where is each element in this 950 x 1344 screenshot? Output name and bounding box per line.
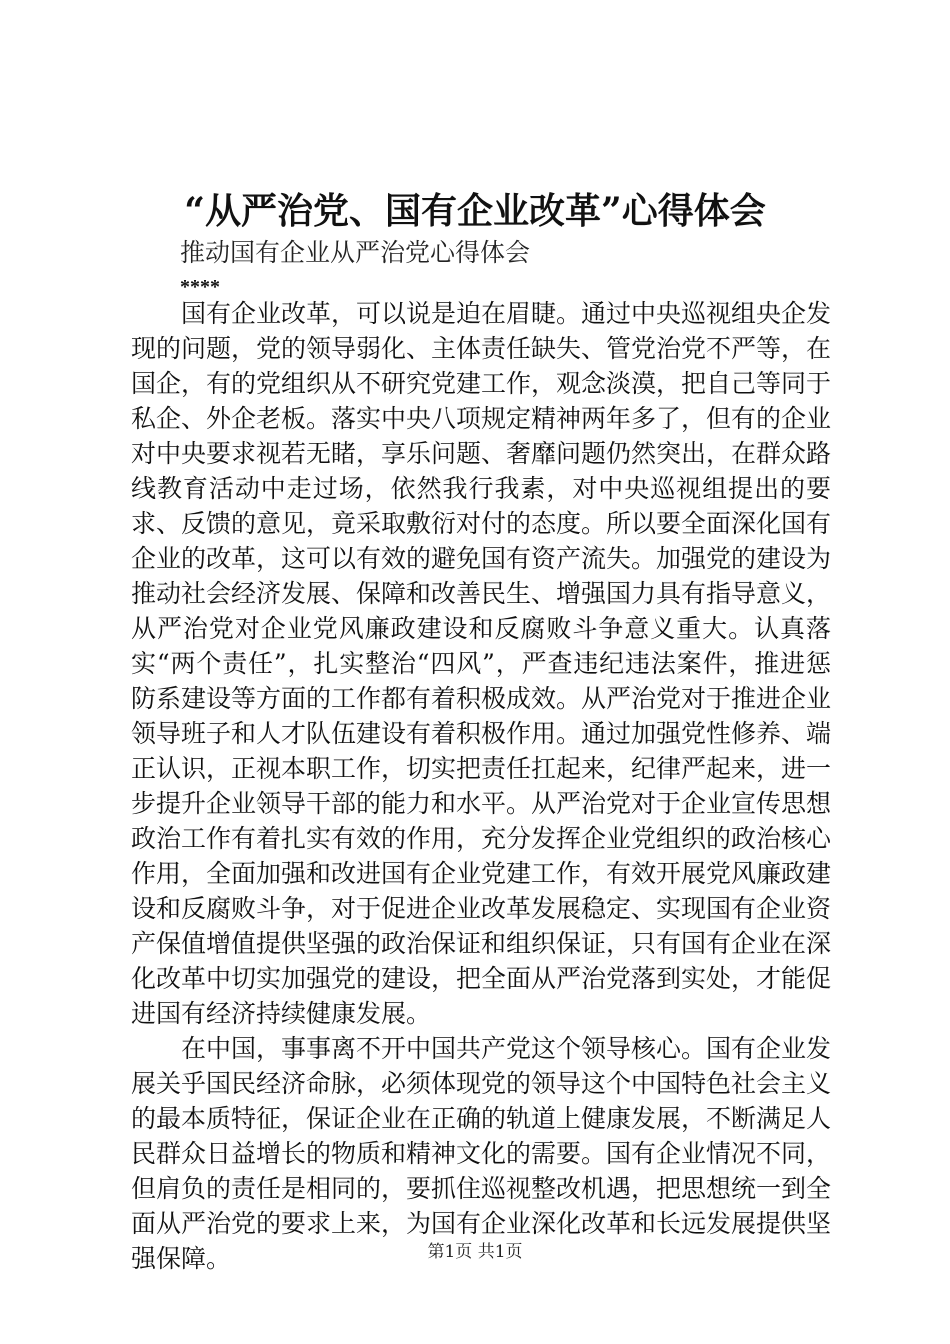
document-title: “从严治党、国有企业改革”心得体会 bbox=[184, 190, 766, 232]
document-body bbox=[131, 296, 831, 1276]
author-line: **** bbox=[180, 276, 220, 298]
page-footer: 第1页 共1页 bbox=[427, 1242, 523, 1262]
paragraph: 在中国，事事离不开中国共产党这个领导核心。国有企业发展关乎国民经济命脉，必须体现党的领导这个中国特色社会主义的最本质特征，保证企业在正确的轨道上健康发展，不断满足人民群众日益增长的物质和精神文化的需要。国有企业情况不同，但肩负的责任是相同的，要抓住巡视整改机遇，把思想统一到全面从严治党的要求上来，为国有企业深化改革和长远发展提供坚强保障。 bbox=[131, 1034, 832, 1273]
paragraph: 国有企业改革，可以说是迫在眉睫。通过中央巡视组央企发现的问题，党的领导弱化、主体责任缺失、管党治党不严等，在国企，有的党组织从不研究党建工作，观念淡漠，把自己等同于私企、外企老板。落实中央八项规定精神两年多了，但有的企业对中央要求视若无睹，享乐问题、奢靡问题仍然突出，在群众路线教育活动中走过场，依然我行我素，对中央巡视组提出的要求、反馈的意见，竟采取敷衍对付的态度。所以要全面深化国有企业的改革，这可以有效的避免国有资产流失。加强党的建设为推动社会经济发展、保障和改善民生、增强国力具有指导意义，从严治党对企业党风廉政建设和反腐败斗争意义重大。认真落实“两个责任”，扎实整治“四风”，严查违纪违法案件，推进惩防系建设等方面的工作都有着积极成效。从严治党对于推进企业领导班子和人才队伍建设有着积极作用。通过加强党性修养、端正认识，正视本职工作，切实把责任扛起来，纪律严起来，进一步提升企业领导干部的能力和水平。从严治党对于企业宣传思想政治工作有着扎实有效的作用，充分发挥企业党组织的政治核心作用，全面加强和改进国有企业党建工作，有效开展党风廉政建设和反腐败斗争，对于促进企业改革发展稳定、实现国有企业资产保值增值提供坚强的政治保证和组织保证，只有国有企业在深化改革中切实加强党的建设，把全面从严治党落到实处，才能促进国有经济持续健康发展。 bbox=[131, 299, 832, 1028]
document-subtitle: 推动国有企业从严治党心得体会 bbox=[180, 238, 531, 267]
